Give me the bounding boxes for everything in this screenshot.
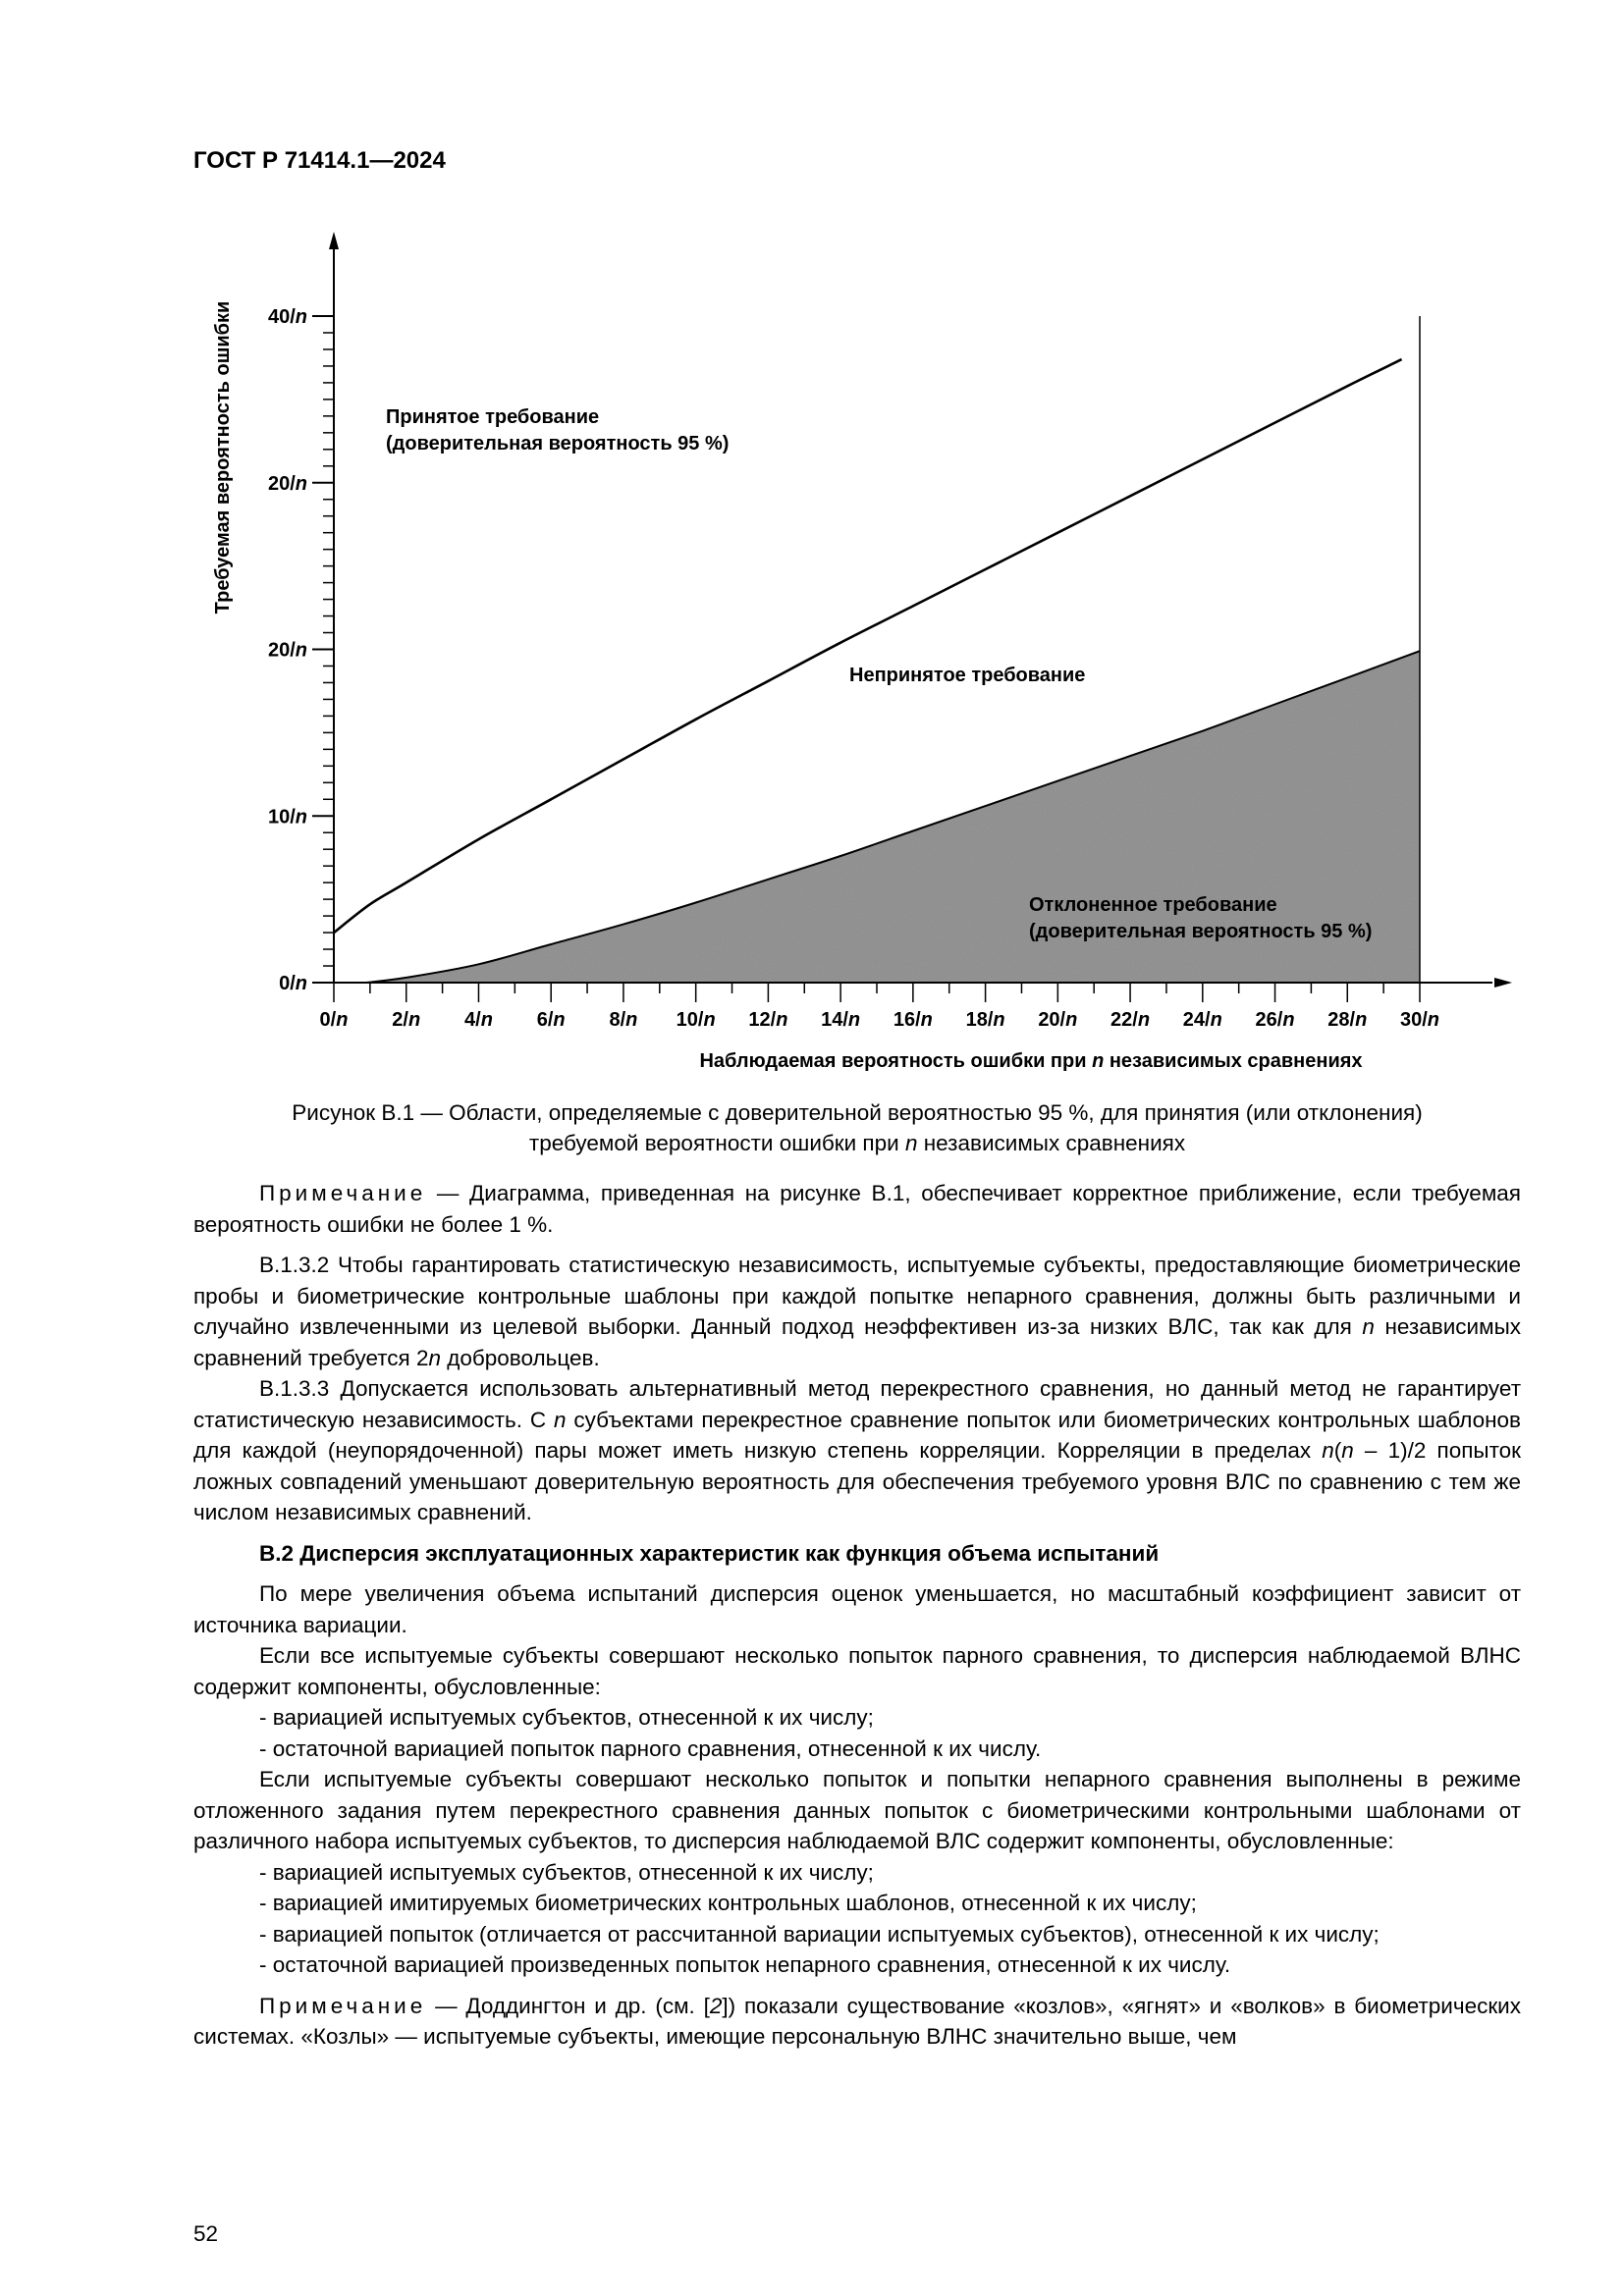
x-tick-label: 6/n bbox=[536, 1009, 566, 1031]
y-tick-label: 20/n bbox=[267, 472, 307, 495]
paragraph-b132: В.1.3.2 Чтобы гарантировать статистическую независимость, испытуемые субъекты, предоставляющие биометрические пробы и биометрические контрольные шаблоны при каждой попытке непарного сравнения, должны быть различными и случайно извлеченными из целевой выборки. Данный подход неэффективен из-за низких ВЛС, так как для n независимых сравнений требуется 2n добровольцев. bbox=[193, 1253, 1521, 1370]
y-axis-tick-labels bbox=[268, 306, 307, 994]
unaccepted-region-label: Непринятое требование bbox=[849, 665, 1086, 686]
rejected-region-label: Отклоненное требование bbox=[1029, 894, 1277, 916]
x-tick-label: 0/n bbox=[319, 1009, 349, 1031]
y-axis-arrow bbox=[329, 232, 339, 249]
x-tick-label: 20/n bbox=[1038, 1009, 1078, 1031]
x-tick-label: 14/n bbox=[821, 1009, 861, 1031]
note2-paragraph: Примечание — Доддингтон и др. (см. [2]) показали существование «козлов», «ягнят» и «волков» в биометрических системах. «Козлы» — испытуемые субъекты, имеющие персональную ВЛНС значительно выше, чем bbox=[193, 1993, 1521, 2049]
list-item: - вариацией имитируемых биометрических контрольных шаблонов, отнесенной к их числу; bbox=[259, 1891, 1197, 1915]
y-axis-title: Требуемая вероятность ошибки bbox=[212, 300, 234, 614]
list-item: - остаточной вариацией попыток парного сравнения, отнесенной к их числу. bbox=[259, 1735, 1042, 1761]
paragraph-2: Если все испытуемые субъекты совершают несколько попыток парного сравнения, то дисперсия наблюдаемой ВЛНС содержит компоненты, обусловленные: bbox=[193, 1643, 1521, 1699]
x-tick-label: 30/n bbox=[1399, 1009, 1440, 1031]
paragraph-1: По мере увеличения объема испытаний дисперсия оценок уменьшается, но масштабный коэффициент зависит от источника вариации. bbox=[193, 1581, 1521, 1637]
x-tick-label: 24/n bbox=[1182, 1009, 1222, 1031]
list-item: - остаточной вариацией произведенных попыток непарного сравнения, отнесенной к их числу. bbox=[259, 1952, 1231, 1977]
x-axis-ticks bbox=[334, 983, 1420, 1002]
document-header: ГОСТ Р 71414.1—2024 bbox=[193, 147, 446, 174]
x-tick-label: 10/n bbox=[676, 1009, 716, 1031]
x-tick-label: 4/n bbox=[464, 1009, 493, 1031]
note-paragraph: Примечание — Диаграмма, приведенная на рисунке В.1, обеспечивает корректное приближение, если требуемая вероятность ошибки не более 1 %. bbox=[193, 1181, 1521, 1237]
x-tick-label: 2/n bbox=[392, 1009, 421, 1031]
list-item: - вариацией испытуемых субъектов, отнесенной к их числу; bbox=[259, 1705, 874, 1730]
y-tick-label: 10/n bbox=[267, 806, 307, 828]
list-item: - вариацией попыток (отличается от рассчитанной вариации испытуемых субъектов), отнесенной к их числу; bbox=[259, 1921, 1380, 1947]
figure-caption bbox=[193, 1097, 1521, 1158]
y-tick-label: 40/n bbox=[267, 306, 307, 328]
figure-caption-line2: требуемой вероятности ошибки при n независимых сравнениях bbox=[528, 1131, 1186, 1155]
x-tick-label: 8/n bbox=[609, 1009, 638, 1031]
x-tick-label: 22/n bbox=[1110, 1009, 1151, 1031]
body-text bbox=[193, 1178, 1521, 2053]
section-heading-b2: В.2 Дисперсия эксплуатационных характеристик как функция объема испытаний bbox=[259, 1540, 1160, 1566]
paragraph-b133: В.1.3.3 Допускается использовать альтернативный метод перекрестного сравнения, но данный метод не гарантирует статистическую независимость. С n субъектами перекрестное сравнение попыток или биометрических контрольных шаблонов для каждой (неупорядоченной) пары может иметь низкую степень корреляции. Корреляции в пределах n(n – 1)/2 попыток ложных совпадений уменьшают доверительную вероятность для обеспечения требуемого уровня ВЛС по сравнению с тем же числом независимых сравнений. bbox=[193, 1376, 1521, 1524]
x-tick-label: 18/n bbox=[965, 1009, 1005, 1031]
paragraph-3: Если испытуемые субъекты совершают несколько попыток и попытки непарного сравнения выполнены в режиме отложенного задания путем перекрестного сравнения данных попыток с биометрическими контрольными шаблонами от различного набора испытуемых субъектов, то дисперсия наблюдаемой ВЛС содержит компоненты, обусловленные: bbox=[193, 1767, 1521, 1853]
y-tick-label: 0/n bbox=[279, 973, 307, 994]
x-axis-arrow bbox=[1494, 978, 1512, 988]
accepted-region-label: Принятое требование bbox=[386, 406, 600, 428]
page-number: 52 bbox=[193, 2221, 219, 2246]
accepted-region-confidence: (доверительная вероятность 95 %) bbox=[386, 433, 730, 454]
y-tick-label: 20/n bbox=[267, 639, 307, 662]
x-tick-label: 26/n bbox=[1255, 1009, 1295, 1031]
figure-caption-line1: Рисунок В.1 — Области, определяемые с доверительной вероятностью 95 %, для принятия (или отклонения) bbox=[292, 1100, 1423, 1125]
rejected-region-confidence: (доверительная вероятность 95 %) bbox=[1029, 921, 1373, 942]
x-axis-title: Наблюдаемая вероятность ошибки при n независимых сравнениях bbox=[699, 1050, 1363, 1072]
x-axis-tick-labels bbox=[320, 1009, 1439, 1031]
x-tick-label: 12/n bbox=[748, 1009, 788, 1031]
x-tick-label: 16/n bbox=[893, 1009, 933, 1031]
list-item: - вариацией испытуемых субъектов, отнесенной к их числу; bbox=[259, 1859, 874, 1885]
x-tick-label: 28/n bbox=[1327, 1009, 1368, 1031]
confidence-regions-chart bbox=[0, 0, 1624, 1080]
